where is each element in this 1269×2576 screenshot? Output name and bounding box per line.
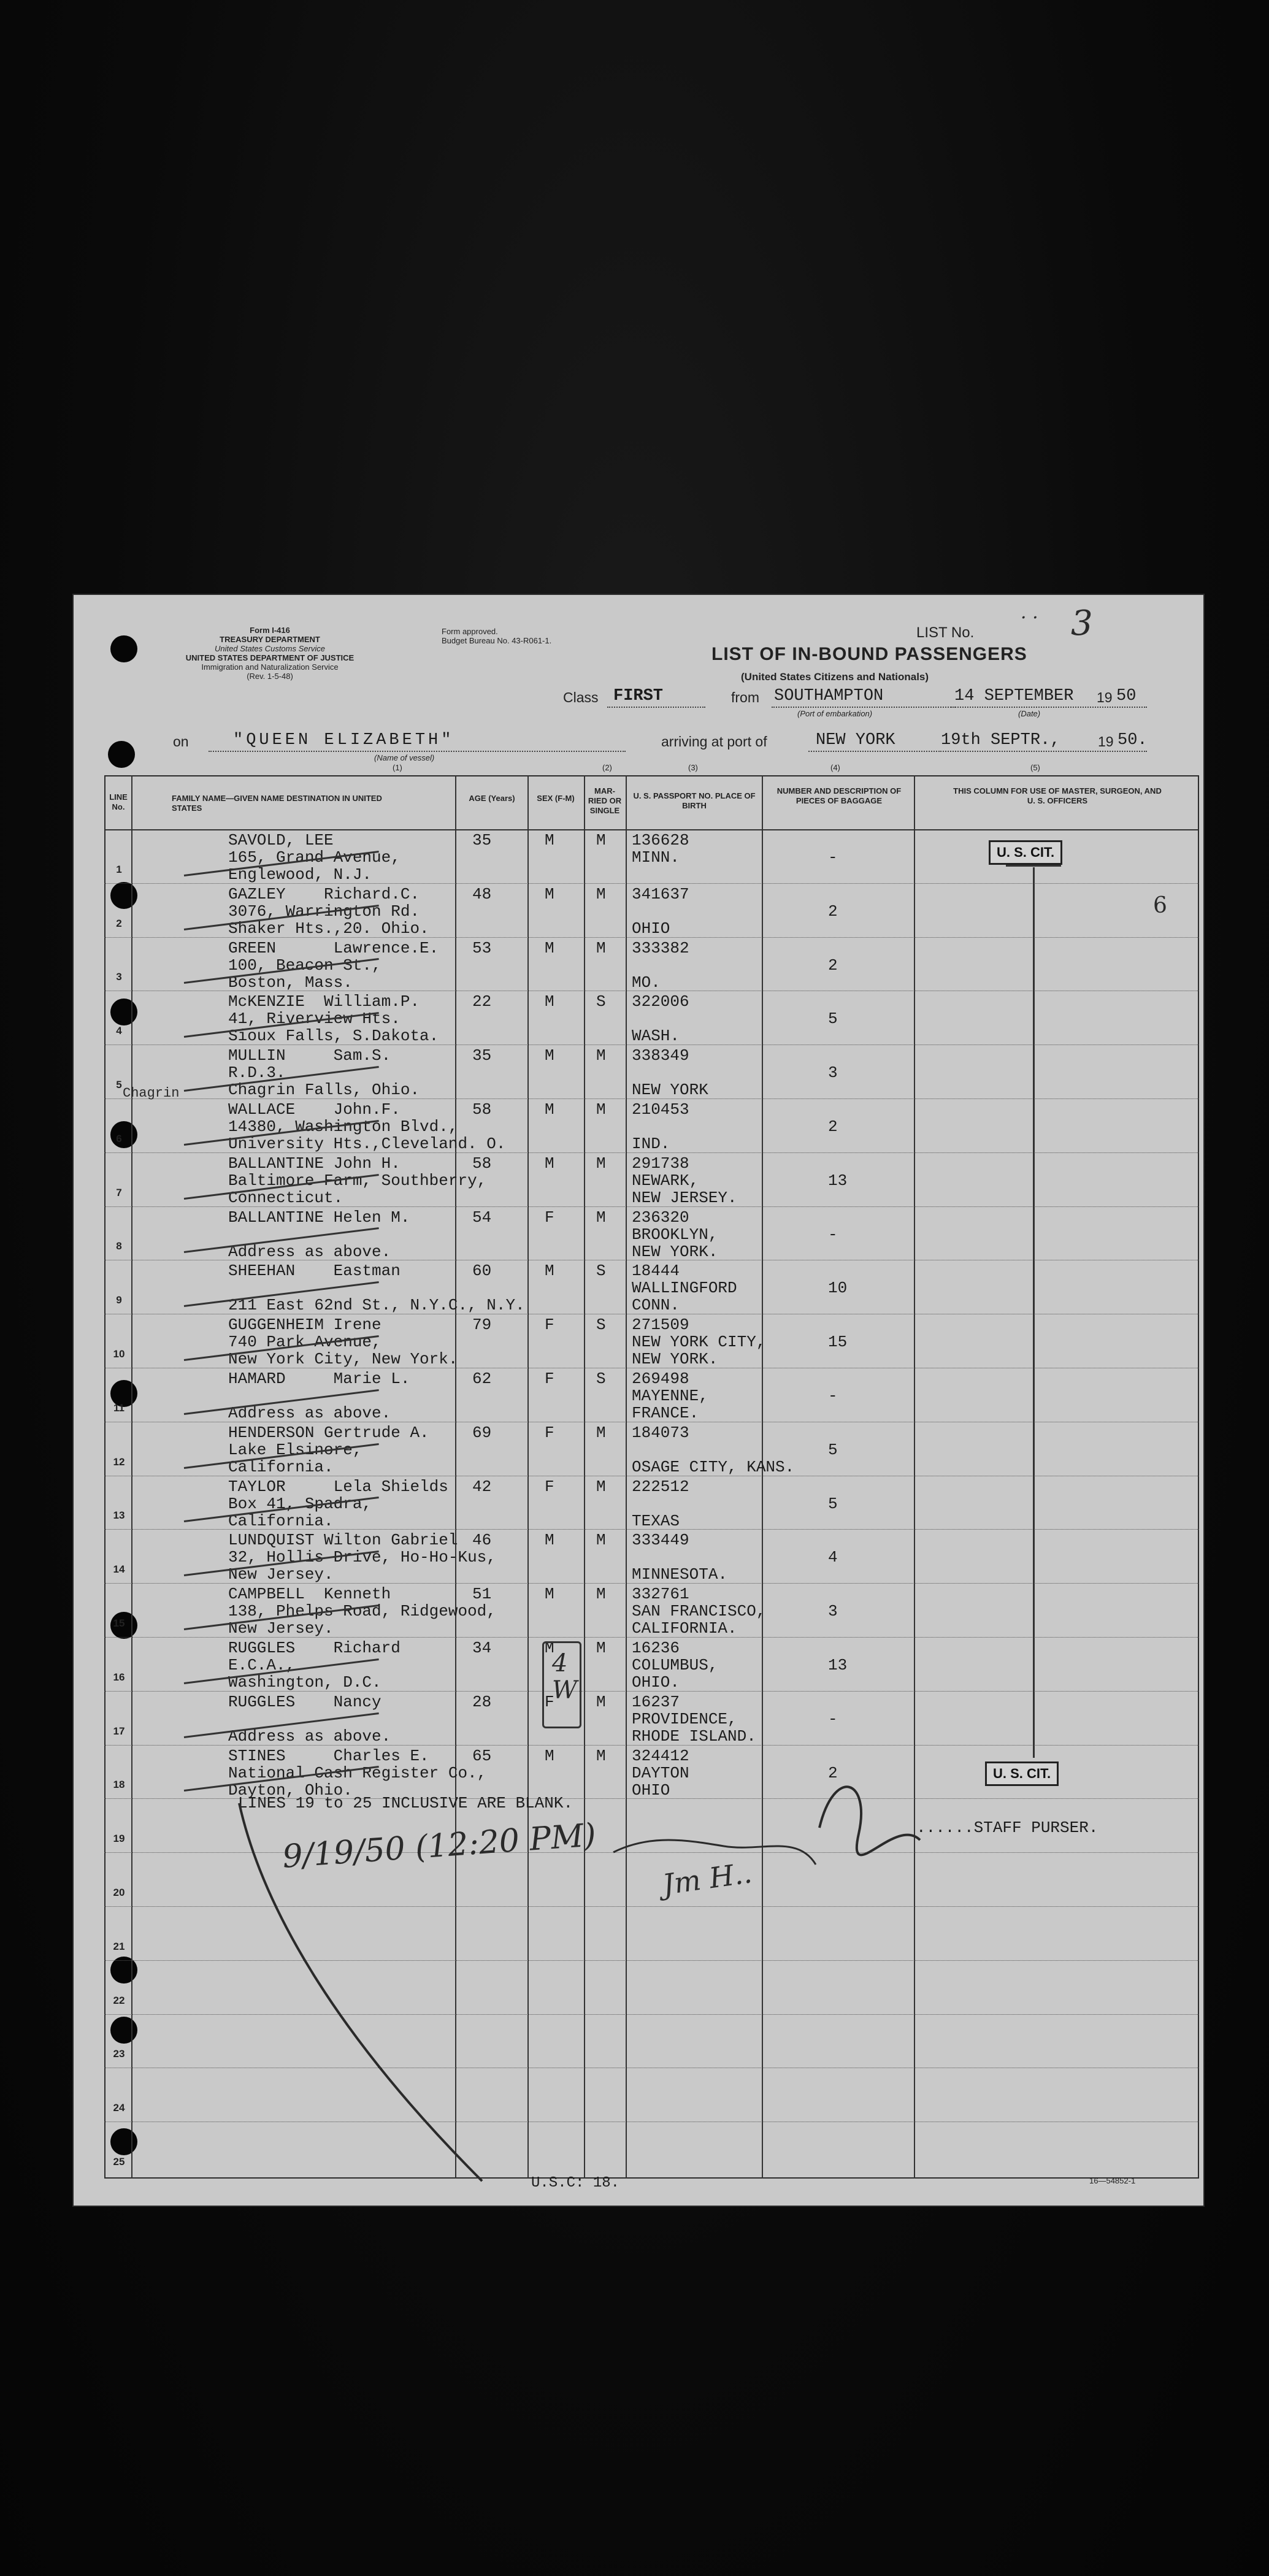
- passport-birthplace: 332761 SAN FRANCISCO, CALIFORNIA.: [632, 1585, 766, 1638]
- baggage-count: -: [828, 1387, 838, 1405]
- passenger-age: 22: [472, 992, 492, 1011]
- customs-label: United States Customs Service: [215, 644, 325, 653]
- passenger-sex: F: [545, 1692, 554, 1711]
- passenger-sex: M: [545, 1262, 554, 1281]
- col-num-5: (5): [1030, 763, 1040, 772]
- col-divider: [131, 775, 132, 2179]
- col-divider: [455, 775, 456, 2179]
- col-divider: [762, 775, 763, 2179]
- passport-birthplace: 333382 MO.: [632, 938, 689, 992]
- passenger-age: 69: [472, 1423, 492, 1442]
- passenger-marital-status: S: [596, 1316, 606, 1335]
- inspector-signature: Jm H..: [660, 1856, 754, 1901]
- line-number: 12: [113, 1455, 125, 1468]
- passenger-name-address: WALLACE John.F. 14380, Washington Blvd., University Hts.,Cleveland. O.: [228, 1100, 506, 1153]
- passenger-marital-status: M: [596, 1639, 606, 1657]
- col-num-4: (4): [830, 763, 840, 772]
- passenger-name-address: McKENZIE William.P. 41, Riverview Hts. Sioux Falls, S.Dakota.: [228, 992, 439, 1046]
- passenger-name-address: GUGGENHEIM Irene 740 Park Avenue, New York City, New York.: [228, 1316, 458, 1369]
- header-bottom-rule: [105, 829, 1198, 830]
- arrival-underline: [938, 751, 1147, 752]
- vessel-name: "QUEEN ELIZABETH": [233, 731, 454, 749]
- passenger-sex: M: [545, 884, 554, 903]
- arriving-label: arriving at port of: [661, 734, 767, 749]
- passport-birthplace: 16237 PROVIDENCE, RHODE ISLAND.: [632, 1692, 756, 1746]
- class-value: FIRST: [613, 687, 664, 705]
- passenger-sex: M: [545, 1585, 554, 1604]
- col-num-2: (2): [602, 763, 612, 772]
- passenger-name-address: TAYLOR Lela Shields Box 41, Spadra, California.: [228, 1477, 448, 1530]
- passenger-name-address: RUGGLES Nancy Address as above.: [228, 1692, 391, 1746]
- passenger-name-address: BALLANTINE Helen M. Address as above.: [228, 1208, 410, 1261]
- line-number: 5: [116, 1079, 122, 1091]
- class-underline: [607, 707, 705, 708]
- passport-birthplace: 210453 IND.: [632, 1100, 689, 1153]
- row-divider: [104, 1206, 1199, 1207]
- col-head-baggage: NUMBER AND DESCRIPTION OF PIECES OF BAGGAGE: [776, 786, 902, 805]
- line-number: 19: [113, 1833, 125, 1845]
- vessel-underline: [209, 751, 626, 752]
- baggage-count: 10: [828, 1279, 848, 1298]
- passport-birthplace: 322006 WASH.: [632, 992, 689, 1046]
- col-head-officers: THIS COLUMN FOR USE OF MASTER, SURGEON, AND U. S. OFFICERS: [953, 786, 1162, 805]
- baggage-count: 13: [828, 1656, 848, 1674]
- passenger-name-address: RUGGLES Richard E.C.A., Washington, D.C.: [228, 1639, 401, 1692]
- baggage-count: 13: [828, 1171, 848, 1190]
- passenger-sex: M: [545, 831, 554, 849]
- form-number: Form I-416: [250, 626, 290, 635]
- row-divider: [104, 1098, 1199, 1099]
- passport-birthplace: 271509 NEW YORK CITY, NEW YORK.: [632, 1316, 766, 1369]
- col-head-name: FAMILY NAME—GIVEN NAME DESTINATION IN UNITED STATES: [172, 794, 382, 813]
- passenger-marital-status: M: [596, 1208, 606, 1227]
- line-number: 4: [116, 1025, 122, 1037]
- passenger-age: 34: [472, 1639, 492, 1657]
- row-divider: [104, 1960, 1199, 1961]
- arrival-year-label: 19: [1098, 734, 1114, 749]
- passenger-name-address: SAVOLD, LEE 165, Grand Avenue, Englewood, N.J.: [228, 831, 401, 884]
- row-divider: [104, 937, 1199, 938]
- passenger-marital-status: S: [596, 992, 606, 1011]
- baggage-count: 2: [828, 956, 838, 975]
- passenger-marital-status: M: [596, 1477, 606, 1496]
- line-number: 3: [116, 971, 122, 983]
- officer-column-line: [1033, 867, 1035, 1758]
- passport-birthplace: 341637 OHIO: [632, 884, 689, 938]
- passenger-marital-status: M: [596, 1423, 606, 1442]
- passenger-marital-status: S: [596, 1262, 606, 1281]
- col-head-line: LINE No.: [109, 792, 128, 811]
- departure-year: 50: [1116, 687, 1137, 705]
- passenger-marital-status: M: [596, 1746, 606, 1765]
- list-number: 3: [1071, 604, 1093, 643]
- row-divider: [104, 883, 1199, 884]
- line-number: 1: [116, 863, 122, 875]
- side-mark: 6: [1153, 893, 1167, 918]
- passenger-marital-status: M: [596, 831, 606, 849]
- rev-label: (Rev. 1-5-48): [247, 672, 293, 681]
- budget-label: Budget Bureau No. 43-R061-1.: [442, 636, 552, 645]
- passenger-name-address: STINES Charles E. National Cash Register Co., Dayton, Ohio.: [228, 1746, 487, 1800]
- baggage-count: 2: [828, 902, 838, 921]
- passport-birthplace: 16236 COLUMBUS, OHIO.: [632, 1639, 718, 1692]
- date-underline: [951, 707, 1147, 708]
- ruggles-bracket-note: 4 W: [552, 1649, 578, 1704]
- line-number: 8: [116, 1240, 122, 1252]
- col-head-age: AGE (Years): [469, 794, 515, 803]
- passenger-marital-status: M: [596, 1692, 606, 1711]
- baggage-count: -: [828, 1709, 838, 1728]
- vessel-caption: (Name of vessel): [374, 753, 435, 762]
- passenger-age: 42: [472, 1477, 492, 1496]
- passenger-name-address: CAMPBELL Kenneth 138, Phelps Road, Ridgewood, New Jersey.: [228, 1585, 496, 1638]
- line-number: 16: [113, 1671, 125, 1683]
- passenger-age: 54: [472, 1208, 492, 1227]
- on-label: on: [173, 734, 189, 749]
- line-number: 2: [116, 917, 122, 929]
- passenger-sex: M: [545, 1046, 554, 1065]
- passport-birthplace: 222512 TEXAS: [632, 1477, 689, 1530]
- manifest-subtitle: (United States Citizens and Nationals): [741, 671, 929, 683]
- passenger-sex: M: [545, 938, 554, 957]
- passenger-sex: M: [545, 1639, 554, 1657]
- passenger-marital-status: M: [596, 1154, 606, 1173]
- staff-purser: ......STAFF PURSER.: [916, 1819, 1098, 1837]
- passenger-name-address: GREEN Lawrence.E. 100, Beacon St., Boston, Mass.: [228, 938, 439, 992]
- passenger-age: 65: [472, 1746, 492, 1765]
- passport-birthplace: 324412 DAYTON OHIO: [632, 1746, 689, 1800]
- list-number-dots: · ·: [1021, 607, 1038, 629]
- manifest-title: LIST OF IN-BOUND PASSENGERS: [711, 644, 1027, 664]
- row-divider: [104, 1583, 1199, 1584]
- from-label: from: [731, 689, 759, 705]
- col-num-3: (3): [688, 763, 698, 772]
- from-value: SOUTHAMPTON: [774, 687, 884, 705]
- blank-lines-note: LINES 19 to 25 INCLUSIVE ARE BLANK.: [238, 1794, 573, 1812]
- stamp-top-arrow: [1006, 865, 1061, 867]
- us-citizen-stamp-bottom: U. S. CIT.: [985, 1761, 1059, 1786]
- passport-birthplace: 291738 NEWARK, NEW JERSEY.: [632, 1154, 737, 1207]
- line-number: 11: [113, 1401, 125, 1414]
- baggage-count: -: [828, 848, 838, 867]
- ruggles-bracket: [542, 1641, 581, 1728]
- class-label: Class: [563, 689, 599, 705]
- passenger-age: 60: [472, 1262, 492, 1281]
- passenger-name-address: SHEEHAN Eastman 211 East 62nd St., N.Y.C., N.Y.: [228, 1262, 525, 1315]
- passenger-marital-status: M: [596, 884, 606, 903]
- baggage-count: -: [828, 1225, 838, 1244]
- row-divider: [104, 1529, 1199, 1530]
- baggage-count: 5: [828, 1494, 838, 1513]
- passenger-age: 62: [472, 1370, 492, 1388]
- from-caption: (Port of embarkation): [797, 709, 873, 718]
- row-divider: [104, 2014, 1199, 2015]
- line-number: 25: [113, 2156, 125, 2168]
- passenger-name-address: HAMARD Marie L. Address as above.: [228, 1370, 410, 1422]
- passenger-name-address: LUNDQUIST Wilton Gabriel 32, Hollis Drive, Ho-Ho-Kus, New Jersey.: [228, 1531, 496, 1584]
- passenger-age: 28: [472, 1692, 492, 1711]
- arrival-date: 19th SEPTR.,: [941, 731, 1060, 749]
- departure-date: 14 SEPTEMBER: [954, 687, 1074, 705]
- passenger-marital-status: M: [596, 938, 606, 957]
- passenger-age: 46: [472, 1531, 492, 1550]
- passenger-sex: F: [545, 1477, 554, 1496]
- passenger-name-address: MULLIN Sam.S. R.D.3. Chagrin Falls, Ohio.: [228, 1046, 420, 1100]
- row-divider: [104, 1906, 1199, 1907]
- treasury-label: TREASURY DEPARTMENT: [220, 635, 320, 644]
- line-number: 10: [113, 1348, 125, 1360]
- passport-birthplace: 338349 NEW YORK: [632, 1046, 708, 1100]
- line-number: 14: [113, 1563, 125, 1576]
- line-number: 18: [113, 1779, 125, 1791]
- port-underline: [808, 751, 937, 752]
- baggage-count: 5: [828, 1010, 838, 1029]
- col-divider: [914, 775, 915, 2179]
- handwritten-date: 9/19/50 (12:20 PM): [281, 1817, 597, 1876]
- passenger-age: 58: [472, 1154, 492, 1173]
- col-divider: [527, 775, 529, 2179]
- arrival-year: 50.: [1118, 731, 1148, 749]
- printer-code: 16—54852-1: [1089, 2176, 1136, 2185]
- list-no-label: LIST No.: [916, 624, 975, 641]
- row-divider: [104, 1637, 1199, 1638]
- passport-birthplace: 269498 MAYENNE, FRANCE.: [632, 1370, 708, 1422]
- passenger-name-address: HENDERSON Gertrude A. Lake Elsinore, California.: [228, 1423, 429, 1476]
- col-num-1: (1): [393, 763, 402, 772]
- passenger-sex: M: [545, 1100, 554, 1119]
- baggage-count: 2: [828, 1117, 838, 1136]
- line-number: 22: [113, 1994, 125, 2006]
- form-approval: [442, 627, 613, 645]
- row-divider: [104, 1691, 1199, 1692]
- col-divider: [626, 775, 627, 2179]
- passenger-marital-status: M: [596, 1046, 606, 1065]
- approved-label: Form approved.: [442, 627, 498, 636]
- baggage-count: 5: [828, 1440, 838, 1459]
- passport-birthplace: 136628 MINN.: [632, 831, 689, 867]
- from-underline: [772, 707, 956, 708]
- col-divider: [584, 775, 585, 2179]
- passenger-marital-status: M: [596, 1531, 606, 1550]
- binder-hole: [110, 635, 137, 662]
- passenger-marital-status: M: [596, 1100, 606, 1119]
- baggage-count: 3: [828, 1064, 838, 1083]
- passenger-age: 51: [472, 1585, 492, 1604]
- passenger-age: 35: [472, 831, 492, 849]
- passport-birthplace: 184073 OSAGE CITY, KANS.: [632, 1423, 795, 1476]
- baggage-count: 4: [828, 1548, 838, 1567]
- line-number: 24: [113, 2102, 125, 2114]
- us-citizen-stamp-top: U. S. CIT.: [989, 840, 1062, 865]
- line-number: 17: [113, 1725, 125, 1737]
- passenger-sex: M: [545, 1746, 554, 1765]
- passenger-age: 48: [472, 884, 492, 903]
- row-divider: [104, 1745, 1199, 1746]
- line-number: 15: [113, 1617, 125, 1629]
- row-divider: [104, 1852, 1199, 1853]
- line-number: 13: [113, 1509, 125, 1522]
- form-header-left: [166, 626, 374, 681]
- passenger-sex: M: [545, 1531, 554, 1550]
- line-number: 9: [116, 1294, 122, 1306]
- date-caption: (Date): [1018, 709, 1041, 718]
- passenger-sex: M: [545, 992, 554, 1011]
- passenger-sex: F: [545, 1316, 554, 1335]
- col-head-married: MAR-RIED OR SINGLE: [588, 786, 622, 815]
- baggage-count: 15: [828, 1333, 848, 1352]
- footer-usc: U.S.C: 18.: [531, 2175, 620, 2191]
- year-label: 19: [1097, 689, 1113, 705]
- passenger-sex: F: [545, 1423, 554, 1442]
- passenger-marital-status: M: [596, 1585, 606, 1604]
- passenger-age: 35: [472, 1046, 492, 1065]
- passport-birthplace: 333449 MINNESOTA.: [632, 1531, 728, 1584]
- passenger-name-address: BALLANTINE John H. Baltimore Farm, Southberry, Connecticut.: [228, 1154, 487, 1207]
- passenger-sex: F: [545, 1208, 554, 1227]
- justice-label: UNITED STATES DEPARTMENT OF JUSTICE: [185, 653, 355, 662]
- passenger-marital-status: S: [596, 1370, 606, 1388]
- baggage-count: 3: [828, 1602, 838, 1621]
- line-number: 23: [113, 2048, 125, 2060]
- passenger-age: 79: [472, 1316, 492, 1335]
- row-divider: [104, 1152, 1199, 1153]
- line-number: 21: [113, 1940, 125, 1952]
- baggage-count: 2: [828, 1763, 838, 1782]
- col-head-passport: U. S. PASSPORT NO. PLACE OF BIRTH: [633, 791, 756, 810]
- line-number: 7: [116, 1186, 122, 1198]
- passport-birthplace: 18444 WALLINGFORD CONN.: [632, 1262, 737, 1315]
- ins-label: Immigration and Naturalization Service: [201, 662, 339, 672]
- passenger-age: 53: [472, 938, 492, 957]
- passenger-name-address: GAZLEY Richard.C. 3076, Warrington Rd. Shaker Hts.,20. Ohio.: [228, 884, 429, 938]
- arrival-port: NEW YORK: [816, 731, 895, 749]
- passenger-age: 58: [472, 1100, 492, 1119]
- line-number: 6: [116, 1132, 122, 1144]
- binder-hole: [108, 741, 135, 768]
- margin-note-chagrin: Chagrin: [123, 1086, 180, 1101]
- line-number: 20: [113, 1887, 125, 1898]
- passport-birthplace: 236320 BROOKLYN, NEW YORK.: [632, 1208, 718, 1261]
- col-head-sex: SEX (F-M): [537, 794, 575, 803]
- passenger-sex: F: [545, 1370, 554, 1388]
- passenger-sex: M: [545, 1154, 554, 1173]
